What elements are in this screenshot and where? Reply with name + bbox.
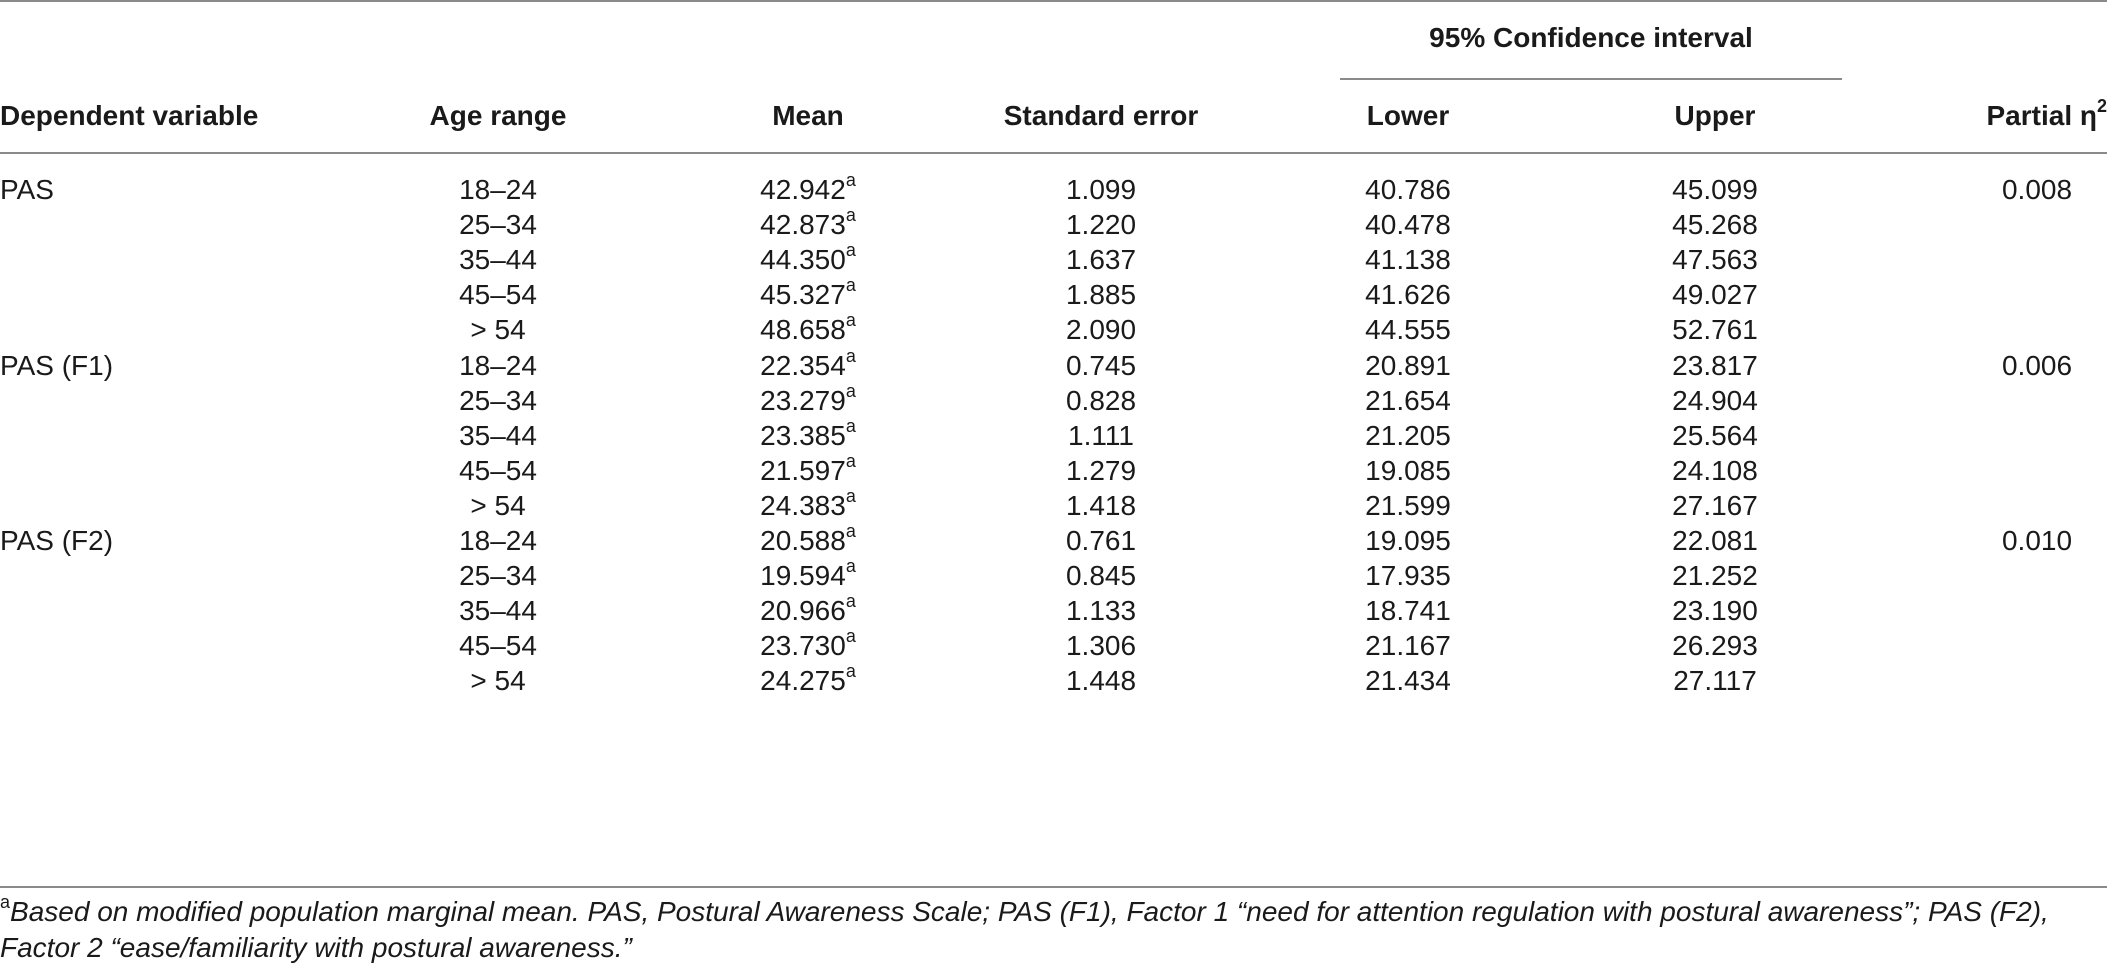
footnote-line-1 (0, 891, 2107, 930)
row-mean-sup: a (845, 274, 856, 295)
row-standard-error: 1.306 (1065, 630, 1137, 661)
footnote-text-1: Based on modified population marginal mean. PAS, Postural Awareness Scale; PAS (F1), Factor 1 “need for attention regulation with postural awareness”; PAS (F2), (10, 896, 2049, 927)
row-age-range: > 54 (470, 665, 526, 696)
row-mean (760, 415, 856, 452)
row-standard-error: 1.637 (1065, 244, 1137, 275)
row-mean (760, 274, 856, 311)
row-standard-error: 1.133 (1065, 595, 1137, 626)
row-standard-error: 1.448 (1065, 665, 1137, 696)
row-mean-value: 22.354 (760, 350, 846, 381)
row-mean-sup: a (845, 204, 856, 225)
row-partial-eta: 0.008 (2001, 174, 2073, 205)
row-mean-value: 44.350 (760, 244, 846, 275)
row-mean (760, 590, 856, 627)
row-upper: 45.268 (1672, 209, 1758, 240)
row-mean (760, 380, 856, 417)
row-age-range: 25–34 (459, 209, 537, 240)
header-dependent-variable: Dependent variable (0, 100, 259, 131)
row-age-range: 18–24 (459, 525, 537, 556)
row-dependent-variable: PAS (0, 174, 54, 205)
row-mean-value: 20.966 (760, 595, 846, 626)
row-partial-eta: 0.006 (2001, 350, 2073, 381)
row-lower: 40.478 (1365, 209, 1451, 240)
row-dependent-variable: PAS (F2) (0, 525, 114, 556)
row-mean-sup: a (845, 590, 856, 611)
row-standard-error: 1.885 (1065, 279, 1137, 310)
row-mean-value: 23.279 (760, 385, 846, 416)
row-standard-error: 0.828 (1065, 385, 1137, 416)
row-lower: 40.786 (1365, 174, 1451, 205)
row-standard-error: 1.111 (1068, 420, 1134, 451)
footnote-line-2: Factor 2 “ease/familiarity with postural awareness.” (0, 932, 632, 963)
row-lower: 41.138 (1365, 244, 1451, 275)
row-mean (760, 345, 856, 382)
row-upper: 25.564 (1672, 420, 1758, 451)
row-upper: 22.081 (1672, 525, 1758, 556)
table-footnote (0, 891, 2107, 966)
row-mean-sup: a (845, 555, 856, 576)
header-age-range: Age range (429, 100, 567, 131)
row-partial-eta: 0.010 (2001, 525, 2073, 556)
header-partial-eta-label: Partial η (1986, 100, 2097, 131)
row-age-range: > 54 (470, 490, 526, 521)
row-lower: 21.599 (1365, 490, 1451, 521)
table-bottom-rule (0, 886, 2107, 888)
row-mean-value: 19.594 (760, 560, 846, 591)
row-age-range: 25–34 (459, 560, 537, 591)
row-upper: 49.027 (1672, 279, 1758, 310)
row-mean-sup: a (845, 485, 856, 506)
row-standard-error: 1.099 (1065, 174, 1137, 205)
row-lower: 21.654 (1365, 385, 1451, 416)
row-upper: 23.190 (1672, 595, 1758, 626)
header-mean: Mean (772, 100, 844, 131)
row-age-range: 35–44 (459, 595, 537, 626)
row-age-range: 45–54 (459, 455, 537, 486)
row-mean-sup: a (845, 660, 856, 681)
row-lower: 21.167 (1365, 630, 1451, 661)
row-mean (760, 520, 856, 557)
row-age-range: 35–44 (459, 420, 537, 451)
header-partial-eta (1986, 95, 2107, 132)
row-lower: 19.085 (1365, 455, 1451, 486)
row-mean-value: 42.942 (760, 174, 846, 205)
row-mean-sup: a (845, 380, 856, 401)
row-age-range: 18–24 (459, 350, 537, 381)
row-upper: 45.099 (1672, 174, 1758, 205)
row-standard-error: 1.220 (1065, 209, 1137, 240)
row-mean-value: 23.385 (760, 420, 846, 451)
row-mean (760, 204, 856, 241)
row-upper: 27.167 (1672, 490, 1758, 521)
row-mean-value: 45.327 (760, 279, 846, 310)
row-mean-value: 23.730 (760, 630, 846, 661)
row-mean (760, 660, 856, 697)
row-age-range: 45–54 (459, 279, 537, 310)
row-mean-sup: a (845, 169, 856, 190)
row-age-range: 45–54 (459, 630, 537, 661)
row-mean-value: 20.588 (760, 525, 846, 556)
row-lower: 19.095 (1365, 525, 1451, 556)
row-upper: 47.563 (1672, 244, 1758, 275)
row-age-range: 35–44 (459, 244, 537, 275)
footnote-marker: a (0, 891, 11, 912)
row-upper: 52.761 (1672, 314, 1758, 345)
header-upper: Upper (1674, 100, 1756, 131)
row-mean (760, 169, 856, 206)
row-mean (760, 555, 856, 592)
row-age-range: > 54 (470, 314, 526, 345)
row-age-range: 18–24 (459, 174, 537, 205)
row-standard-error: 2.090 (1065, 314, 1137, 345)
row-standard-error: 1.279 (1065, 455, 1137, 486)
row-mean-value: 48.658 (760, 314, 846, 345)
row-lower: 18.741 (1365, 595, 1451, 626)
row-mean-sup: a (845, 415, 856, 436)
row-mean-value: 42.873 (760, 209, 846, 240)
row-upper: 23.817 (1672, 350, 1758, 381)
header-lower: Lower (1366, 100, 1450, 131)
row-mean (760, 239, 856, 276)
header-bottom-rule (0, 152, 2107, 154)
row-mean-value: 24.383 (760, 490, 846, 521)
header-standard-error: Standard error (1003, 100, 1199, 131)
row-mean-value: 21.597 (760, 455, 846, 486)
row-mean (760, 625, 856, 662)
row-mean-sup: a (845, 239, 856, 260)
row-mean-sup: a (845, 345, 856, 366)
row-upper: 24.108 (1672, 455, 1758, 486)
row-standard-error: 0.761 (1065, 525, 1137, 556)
row-mean-value: 24.275 (760, 665, 846, 696)
row-lower: 44.555 (1365, 314, 1451, 345)
row-mean-sup: a (845, 625, 856, 646)
ci-group-rule (1340, 78, 1842, 80)
row-mean (760, 485, 856, 522)
row-upper: 21.252 (1672, 560, 1758, 591)
row-lower: 20.891 (1365, 350, 1451, 381)
row-mean-sup: a (845, 450, 856, 471)
row-upper: 26.293 (1672, 630, 1758, 661)
row-age-range: 25–34 (459, 385, 537, 416)
row-upper: 27.117 (1673, 665, 1757, 696)
row-lower: 21.205 (1365, 420, 1451, 451)
ci-group-header: 95% Confidence interval (1429, 22, 1753, 53)
row-upper: 24.904 (1672, 385, 1758, 416)
table-top-rule (0, 0, 2107, 2)
row-mean-sup: a (845, 520, 856, 541)
row-standard-error: 0.845 (1065, 560, 1137, 591)
row-mean-sup: a (845, 309, 856, 330)
row-standard-error: 0.745 (1065, 350, 1137, 381)
row-mean (760, 309, 856, 346)
row-lower: 17.935 (1365, 560, 1451, 591)
header-partial-eta-sup: 2 (2096, 95, 2107, 116)
row-lower: 41.626 (1365, 279, 1451, 310)
row-standard-error: 1.418 (1065, 490, 1137, 521)
row-lower: 21.434 (1365, 665, 1451, 696)
row-dependent-variable: PAS (F1) (0, 350, 114, 381)
row-mean (760, 450, 856, 487)
